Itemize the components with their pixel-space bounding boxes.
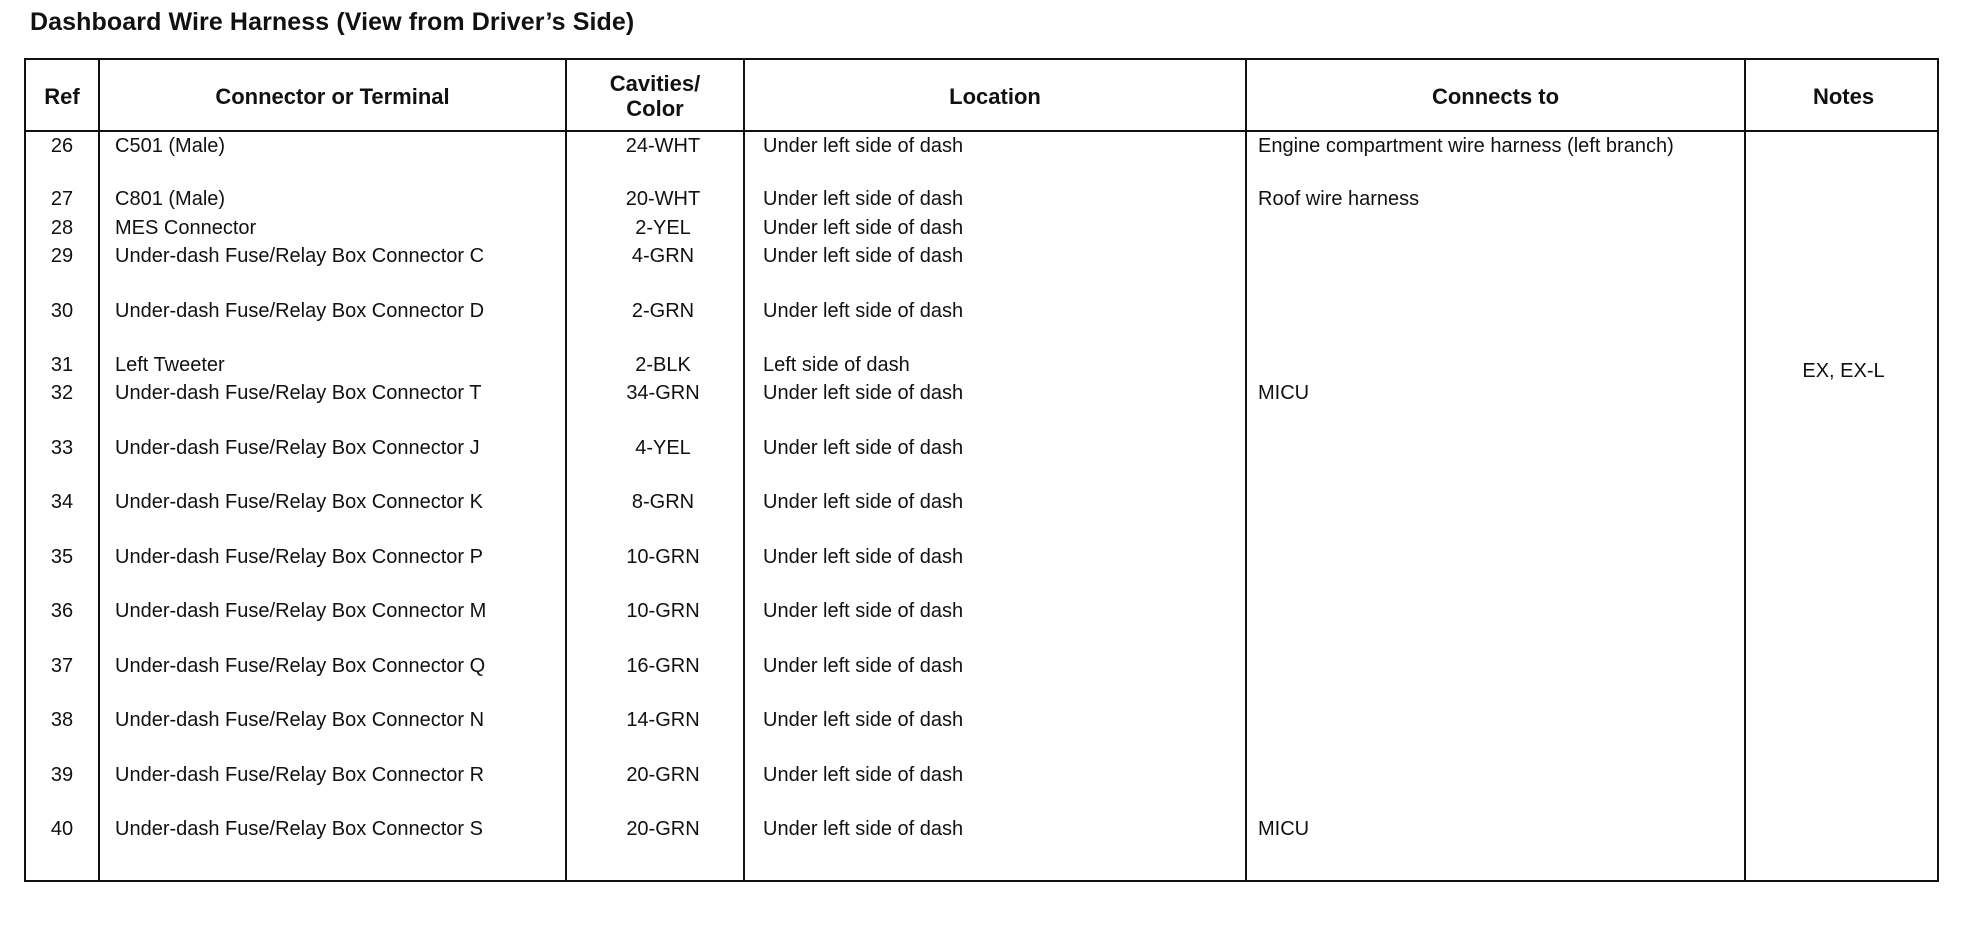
row-location: Under left side of dash (763, 600, 964, 622)
row-ref: 26 (50, 135, 74, 157)
row-cavities: 20-WHT (625, 188, 701, 210)
row-connector: Under-dash Fuse/Relay Box Connector M (115, 600, 487, 622)
table-row (26, 434, 1937, 462)
row-connector: Under-dash Fuse/Relay Box Connector N (115, 709, 485, 731)
row-location: Under left side of dash (763, 764, 964, 786)
row-location: Under left side of dash (763, 382, 964, 404)
table-row (26, 488, 1937, 516)
row-location: Under left side of dash (763, 709, 964, 731)
row-connector: C501 (Male) (115, 135, 226, 157)
harness-table (24, 58, 1939, 882)
table-row (26, 815, 1937, 843)
row-location: Under left side of dash (763, 245, 964, 267)
row-connector: Under-dash Fuse/Relay Box Connector K (115, 491, 483, 513)
row-ref: 35 (50, 546, 74, 568)
row-cavities: 4-YEL (635, 437, 691, 459)
row-ref: 28 (50, 217, 74, 239)
row-ref: 27 (50, 188, 74, 210)
column-divider (1744, 60, 1746, 880)
row-cavities: 4-GRN (631, 245, 695, 267)
column-divider (565, 60, 567, 880)
row-cavities: 2-YEL (635, 217, 691, 239)
table-row (26, 543, 1937, 571)
table-header-row (26, 60, 1937, 132)
row-connector: C801 (Male) (115, 188, 226, 210)
row-cavities: 20-GRN (626, 818, 700, 840)
row-connector: Under-dash Fuse/Relay Box Connector D (115, 300, 485, 322)
row-ref: 36 (50, 600, 74, 622)
row-location: Under left side of dash (763, 818, 964, 840)
document-title: Dashboard Wire Harness (View from Driver’s Side) (30, 8, 635, 36)
row-cavities: 34-GRN (626, 382, 700, 404)
table-row (26, 597, 1937, 625)
header-connector: Connector or Terminal (215, 83, 450, 109)
row-ref: 38 (50, 709, 74, 731)
row-ref: 39 (50, 764, 74, 786)
table-row (26, 214, 1937, 242)
notes-value: EX, EX-L (1802, 360, 1885, 382)
row-cavities: 20-GRN (626, 764, 700, 786)
row-location: Under left side of dash (763, 437, 964, 459)
header-location: Location (949, 83, 1041, 109)
header-notes: Notes (1812, 83, 1875, 109)
row-cavities: 10-GRN (626, 600, 700, 622)
row-connector: MES Connector (115, 217, 257, 239)
row-location: Under left side of dash (763, 135, 964, 157)
row-cavities: 2-BLK (635, 354, 691, 376)
row-cavities: 24-WHT (625, 135, 701, 157)
row-connects-to: MICU (1258, 382, 1310, 404)
row-connector: Under-dash Fuse/Relay Box Connector S (115, 818, 483, 840)
column-divider (743, 60, 745, 880)
row-cavities: 14-GRN (626, 709, 700, 731)
row-ref: 34 (50, 491, 74, 513)
table-row (26, 761, 1937, 789)
row-connects-to: Engine compartment wire harness (left branch) (1258, 135, 1674, 157)
row-ref: 31 (50, 354, 74, 376)
row-connector: Under-dash Fuse/Relay Box Connector J (115, 437, 480, 459)
row-connector: Under-dash Fuse/Relay Box Connector P (115, 546, 483, 568)
row-cavities: 10-GRN (626, 546, 700, 568)
row-connector: Under-dash Fuse/Relay Box Connector C (115, 245, 485, 267)
row-ref: 32 (50, 382, 74, 404)
row-connector: Under-dash Fuse/Relay Box Connector Q (115, 655, 486, 677)
header-cavities: Cavities/ Color (609, 71, 701, 121)
header-ref: Ref (44, 83, 80, 109)
row-cavities: 8-GRN (631, 491, 695, 513)
row-cavities: 16-GRN (626, 655, 700, 677)
row-connector: Left Tweeter (115, 354, 225, 376)
table-row (26, 706, 1937, 734)
row-connector: Under-dash Fuse/Relay Box Connector R (115, 764, 485, 786)
row-cavities: 2-GRN (631, 300, 695, 322)
table-row (26, 297, 1937, 325)
table-row (26, 132, 1937, 160)
header-connects-to: Connects to (1431, 83, 1560, 109)
row-ref: 33 (50, 437, 74, 459)
row-ref: 30 (50, 300, 74, 322)
table-row (26, 185, 1937, 213)
table-row (26, 351, 1937, 379)
row-ref: 37 (50, 655, 74, 677)
row-ref: 40 (50, 818, 74, 840)
row-connects-to: Roof wire harness (1258, 188, 1420, 210)
row-location: Under left side of dash (763, 217, 964, 239)
row-connector: Under-dash Fuse/Relay Box Connector T (115, 382, 482, 404)
row-connects-to: MICU (1258, 818, 1310, 840)
row-location: Under left side of dash (763, 300, 964, 322)
table-row (26, 379, 1937, 407)
row-location: Under left side of dash (763, 188, 964, 210)
table-row (26, 242, 1937, 270)
row-location: Under left side of dash (763, 546, 964, 568)
row-location: Left side of dash (763, 354, 910, 376)
column-divider (1245, 60, 1247, 880)
row-location: Under left side of dash (763, 655, 964, 677)
column-divider (98, 60, 100, 880)
row-location: Under left side of dash (763, 491, 964, 513)
row-ref: 29 (50, 245, 74, 267)
table-row (26, 652, 1937, 680)
